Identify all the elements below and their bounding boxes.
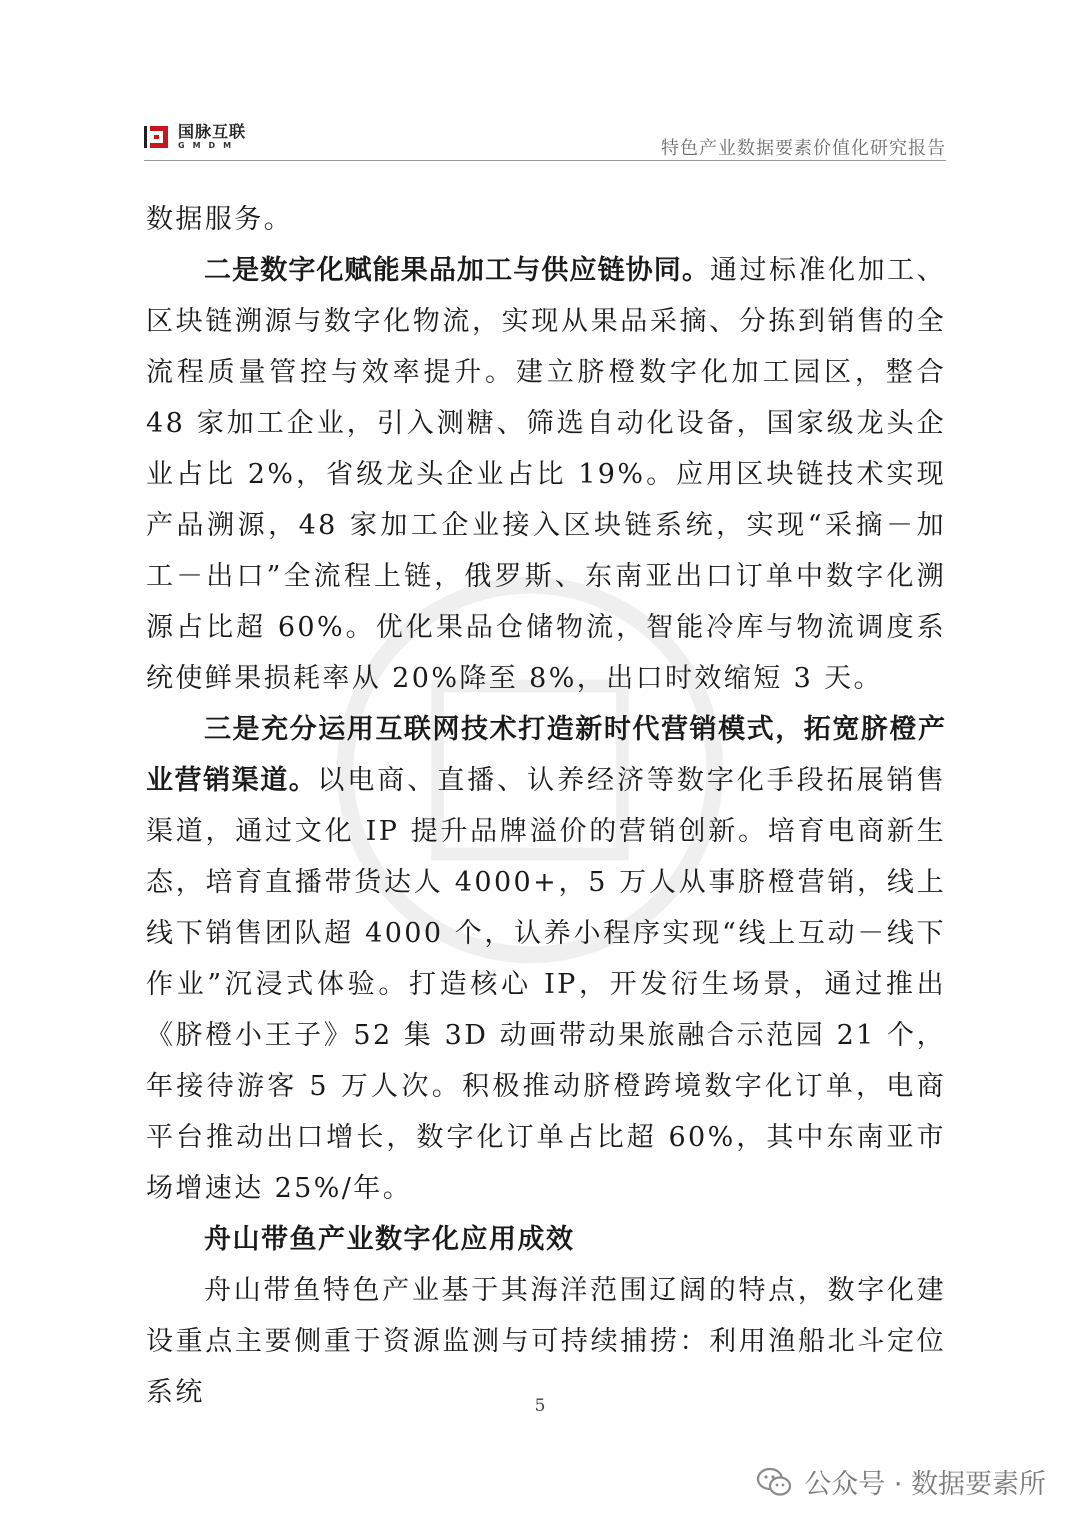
- page-number: 5: [534, 1396, 546, 1416]
- header-divider: [144, 160, 946, 161]
- page-header: [144, 120, 946, 160]
- logo-chinese-text: 国脉互联: [178, 122, 247, 141]
- paragraph-4: 舟山带鱼特色产业基于其海洋范围辽阔的特点，数字化建设重点主要侧重于资源监测与可持续捕捞：利用渔船北斗定位系统: [146, 1275, 946, 1408]
- paragraph-3-text: 以电商、直播、认养经济等数字化手段拓展销售渠道，通过文化 IP 提升品牌溢价的营销创新。培育电商新生态，培育直播带货达人 4000+，5 万人从事脐橙营销，线上线下销售团队超 4000 个，认养小程序实现“线上互动－线下作业”沉浸式体验。打造核心 IP，开发衍生场景，通过推出《脐橙小王子》52 集 3D 动画带动果旅融合示范园 21 个，年接待游客 5 万人次。积极推动脐橙跨境数字化订单，电商平台推动出口增长，数字化订单占比超 60%，其中东南亚市场增速达 25%/年。: [146, 765, 946, 1204]
- section-subheading: 舟山带鱼产业数字化应用成效: [204, 1224, 575, 1255]
- wechat-icon: [756, 1467, 792, 1497]
- watermark-text: 公众号 · 数据要素所: [804, 1469, 1046, 1500]
- logo-english-text: GMDM: [178, 141, 240, 150]
- paragraph-2: [146, 245, 946, 704]
- report-title: 特色产业数据要素价值化研究报告: [661, 138, 946, 159]
- paragraph-2-lead: 二是数字化赋能果品加工与供应链协同。: [204, 255, 711, 286]
- wechat-watermark: [756, 1462, 1046, 1501]
- paragraph-1: 数据服务。: [146, 204, 293, 235]
- paragraph-3: [146, 704, 946, 1214]
- logo: [144, 120, 246, 154]
- document-body: [146, 194, 946, 1418]
- paragraph-3-lead: 三是充分运用互联网技术打造新时代营销模式，拓宽脐橙产业营销渠道。: [146, 714, 946, 796]
- gmdm-logo-icon: [144, 124, 170, 150]
- paragraph-2-text: 通过标准化加工、区块链溯源与数字化物流，实现从果品采摘、分拣到销售的全流程质量管控与效率提升。建立脐橙数字化加工园区，整合 48 家加工企业，引入测糖、筛选自动化设备，国家级龙头企业占比 2%，省级龙头企业占比 19%。应用区块链技术实现产品溯源，48 家加工企业接入区块链系统，实现“采摘－加工－出口”全流程上链，俄罗斯、东南亚出口订单中数字化溯源占比超 60%。优化果品仓储物流，智能冷库与物流调度系统使鲜果损耗率从 20%降至 8%，出口时效缩短 3 天。: [146, 255, 946, 694]
